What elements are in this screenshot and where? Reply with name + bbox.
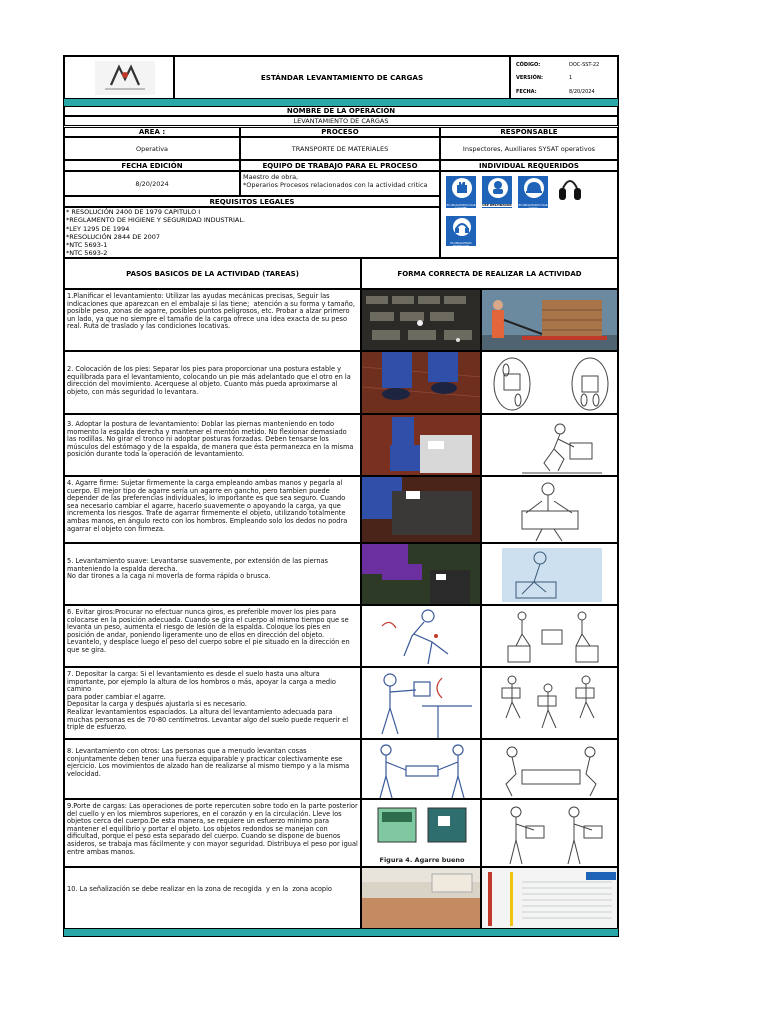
fecha-label: FECHA: <box>516 89 537 95</box>
step-6-text: 6. Evitar giros:Procurar no efectuar nunca giros, es preferible mover los pies para colocarse en la posición adecuada. Cuando se gira el cuerpo al mismo tiempo que se levanta un peso, aumenta el riesgo de lesión de la espalda. Coloque los pies en posición de andar, poniendo ligeramente uno de ellos en dirección del objeto. Levantelo, y desplace luego el peso del cuerpo sobre el pie situado en la dirección en que se gira. <box>64 605 361 667</box>
divider-band <box>64 99 618 106</box>
ear-muffs-icon <box>557 174 583 210</box>
step-1-photo-warehouse <box>361 289 481 351</box>
step-3-text: 3. Adoptar la postura de levantamiento: Doblar las piernas manteniendo en todo momento la espalda derecha y mantener el mentón metido. No flexionar demasiado las rodillas. No girar el tronco ni adoptar posturas forzadas. Deben tensarse los músculos del estómago y de la espalda, de manera que ésta permanezca en la misma posición durante toda la operación de levantamiento. <box>64 414 361 476</box>
legal-item: *NTC 5693-1 <box>66 241 108 250</box>
equipo-label: EQUIPO DE TRABAJO PARA EL PROCESO <box>240 160 440 171</box>
fecha-edicion-label: FECHA EDICIÓN <box>64 160 240 171</box>
ppe-sign-respirator <box>481 175 513 209</box>
area-value: Operativa <box>64 137 240 160</box>
helmet-icon <box>518 176 550 200</box>
ppe-signs-cell <box>440 171 618 258</box>
codigo-label: CÓDIGO: <box>516 62 541 68</box>
fecha-value: 8/20/2024 <box>569 89 595 95</box>
step-5-text: 5. Levantamiento suave: Levantarse suavemente, por extensión de las piernas manteniendo la espalda derecha. No dar tirones a la caga ni moverla de forma rápida o brusca. <box>64 543 361 605</box>
legal-list <box>64 207 440 258</box>
legal-item: * RESOLUCIÓN 2400 DE 1979 CAPITULO I <box>66 208 201 216</box>
col-header-tasks: PASOS BASICOS DE LA ACTIVIDAD (TAREAS) <box>64 258 361 289</box>
step-8-sketch-team-squat <box>481 739 618 799</box>
legal-item: *REGLAMENTO DE HIGIENE Y SEGURIDAD INDUSTRIAL. <box>66 216 246 225</box>
col-header-correct-way: FORMA CORRECTA DE REALIZAR LA ACTIVIDAD <box>361 258 618 289</box>
equipo-value <box>240 171 440 196</box>
area-label: AREA : <box>64 127 240 137</box>
ppe-caption-respirator: USE RESPIRADOR <box>482 203 512 207</box>
step-9-sketch-good-grip <box>361 799 481 867</box>
step-4-photo-grip <box>361 476 481 543</box>
safety-standard-sheet <box>63 55 619 937</box>
ppe-sign-gloves <box>445 175 477 209</box>
operation-label: NOMBRE DE LA OPERACIÓN <box>64 106 618 116</box>
ppe-caption-ear-protection: ES OBLIGATORIO PROTECCION <box>450 242 472 248</box>
proceso-value: TRANSPORTE DE MATERIALES <box>240 137 440 160</box>
ppe-caption-helmet: ES OBLIGATORIO USAR CASCO <box>518 204 548 210</box>
step-10-photo-storage-zone <box>361 867 481 929</box>
step-6-sketch-twist <box>361 605 481 667</box>
step-2-text: 2. Colocación de los pies: Separar los pies para proporcionar una postura estable y equilibrada para el levantamiento, colocando un pie más adelantado que el otro en la dirección del movimiento. Acerquese al objeto. Cuanto más pueda aproximarse al objeto, con más seguridad lo levantara. <box>64 351 361 414</box>
step-3-photo-posture <box>361 414 481 476</box>
step-9-sketch-carry <box>481 799 618 867</box>
equipo-line-2: *Operarios Procesos relacionados con la actividad critica <box>243 181 428 189</box>
step-6-sketch-sequence <box>481 605 618 667</box>
legal-label: REQUISITOS LEGALES <box>64 196 440 207</box>
fecha-edicion-value: 8/20/2024 <box>64 171 240 196</box>
legal-item: *LEY 1295 DE 1994 <box>66 224 130 233</box>
step-4-sketch-grip <box>481 476 618 543</box>
ppe-sign-helmet <box>517 175 549 209</box>
responsable-value: Inspectores, Auxiliares SYSAT operativos <box>440 137 618 160</box>
step-8-sketch-team-lift <box>361 739 481 799</box>
respirator-icon <box>482 176 514 200</box>
legal-item: *RESOLUCIÓN 2844 DE 2007 <box>66 232 160 241</box>
legal-item: *NTC 5693-2 <box>66 249 108 258</box>
step-2-sketch-foot-position <box>481 351 618 414</box>
equipo-line-1: Maestro de obra, <box>243 173 299 181</box>
document-meta <box>510 56 618 99</box>
step-10-signage-poster <box>481 867 618 929</box>
step-3-sketch-posture <box>481 414 618 476</box>
document-title-cell <box>174 56 510 99</box>
ear-protection-icon <box>446 216 478 238</box>
step-5-sketch-lift <box>481 543 618 605</box>
codigo-value: DOC-SST-22 <box>569 62 600 68</box>
step-10-text: 10. La señalización se debe realizar en la zona de recogida y en la zona acopio <box>64 867 361 929</box>
step-8-text: 8. Levantamiento con otros: Las personas que a menudo levantan cosas conjuntamente deben tener una fuerza equiparable y practicar colectivamente ese ejercicio. Los movimientos de alzado han de realizarse al mismo tiempo y a la misma velocidad. <box>64 739 361 799</box>
step-9-text: 9.Porte de cargas: Las operaciones de porte repercuten sobre todo en la parte posterior del cuello y en los miembros superiores, en el corazón y en la circulación. Lleve los objetos cerca del cuerpo.De esta manera, se requiere un esfuerzo mínimo para mantener el equilibrio y portar el objeto. Los objetos redondos se manejan con dificultad, porque el peso esta separado del cuerpo. Cuando se dispone de buenos asideros, se trabaja mas fácilmente y con mayor seguridad. Distribuya el peso por igual entre ambas manos. <box>64 799 361 867</box>
step-1-photo-pallet-jack <box>481 289 618 351</box>
step-7-sketch-sequence <box>481 667 618 739</box>
step-7-text: 7. Depositar la carga: Si el levantamiento es desde el suelo hasta una altura importante, por ejemplo la altura de los hombros o más, apoyar la carga a medio camino para poder cambiar el agarre. Depositar la carga y después ajustarla si es necesario. Realizar levantamientos espaciados. La altura del levantamiento adecuada para muchas personas es de 70-80 centímetros. Levantar algo del suelo puede requerir el triple de esfuerzo. <box>64 667 361 739</box>
responsable-label: RESPONSABLE <box>440 127 618 137</box>
step-4-text: 4. Agarre firme: Sujetar firmemente la carga empleando ambas manos y pegarla al cuerpo. El mejor tipo de agarre sería un agarre en gancho, pero tambien puede depender de las preferencias individuales, lo importante es que sea seguro. Cuando sea necesario cambiar el agarre, hacerlo suavemente o apoyando la carga, ya que incrementa los riesgos. Trate de agarrar firmemente el objeto, utilizando totalmente ambas manos, en ángulo recto con los hombros. Empleando solo los dedos no podra agarrar el objeto con firmeza. <box>64 476 361 543</box>
document-title: ESTÁNDAR LEVANTAMIENTO DE CARGAS <box>260 73 424 82</box>
step-7-sketch-deposit <box>361 667 481 739</box>
ppe-caption-gloves: ES OBLIGATORIO USAR GUANTES <box>446 204 476 210</box>
figure-caption: Figura 4. Agarre bueno <box>379 856 465 864</box>
step-1-text: 1.Planificar el levantamiento: Utilizar las ayudas mecánicas precisas, Seguir las indicaciones que aparezcan en el embalaje si las tiene; atención a su forma y tamaño, posible peso, zonas de agarre, posibles puntos peligrosos, etc. Probar a alzar primero un lado, ya que no siempre el tamaño de la carga ofrece una idea exacta de su peso real. Ruta de traslado y las condiciones locativas. <box>64 289 361 351</box>
company-logo <box>95 61 155 95</box>
logo-cell <box>64 56 174 99</box>
version-label: VERSIÓN: <box>516 75 544 81</box>
proceso-label: PROCESO <box>240 127 440 137</box>
ppe-sign-ear-protection <box>445 215 477 247</box>
gloves-icon <box>446 176 478 200</box>
version-value: 1 <box>569 75 573 81</box>
epp-label: INDIVIDUAL REQUERIDOS <box>440 160 618 171</box>
operation-value: LEVANTAMIENTO DE CARGAS <box>64 116 618 126</box>
step-2-photo-feet <box>361 351 481 414</box>
ear-muffs-photo <box>557 174 583 210</box>
footer-band <box>64 929 618 936</box>
step-5-photo-lift <box>361 543 481 605</box>
